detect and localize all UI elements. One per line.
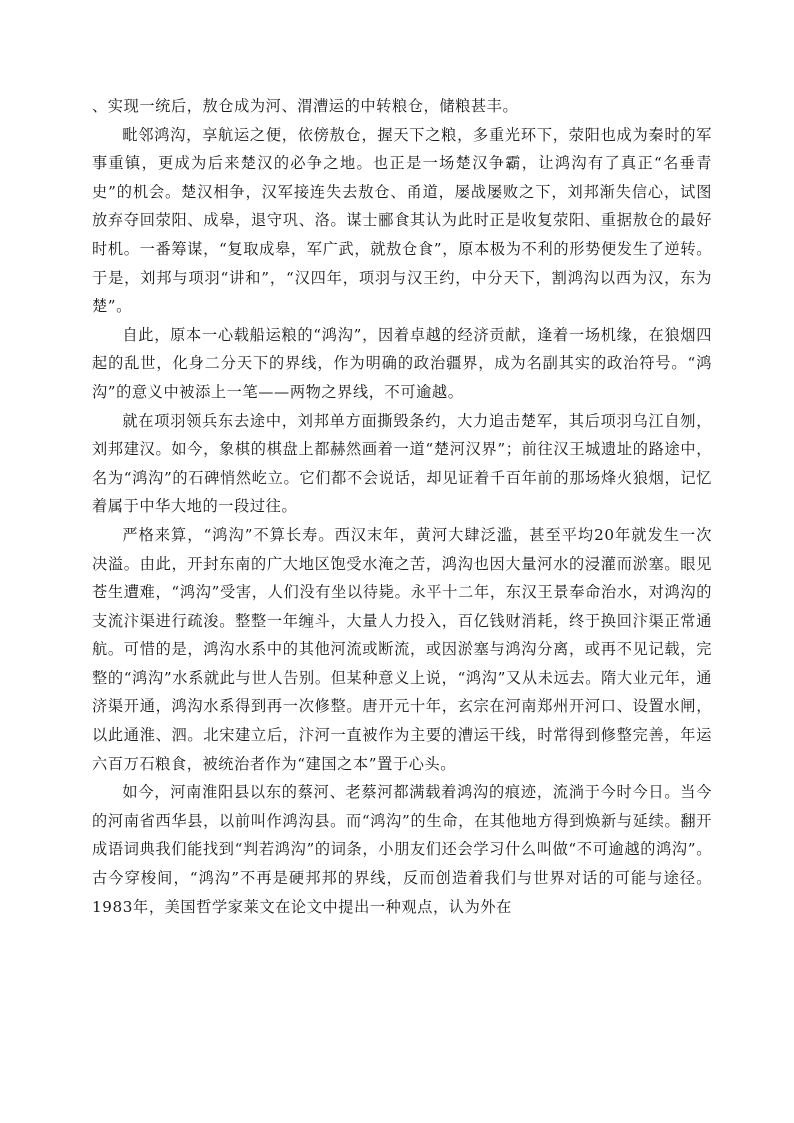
paragraph-5: 严格来算，“鸿沟”不算长寿。西汉末年，黄河大肆泛滥，甚至平均20年就发生一次决溢。由此，开封东南的广大地区饱受水淹之苦，鸿沟也因大量河水的浸灌而淤塞。眼见苍生遭难，“鸿沟”受害，人们没有坐以待毙。永平十二年，东汉王景奉命治水，对鸿沟的支流汴渠进行疏浚。整整一年缠斗，大量人力投入，百亿钱财消耗，终于换回汴渠正常通航。可惜的是，鸿沟水系中的其他河流或断流，或因淤塞与鸿沟分离，或再不见记载，完整的“鸿沟”水系就此与世人告别。但某种意义上说，“鸿沟”又从未远去。隋大业元年，通济渠开通，鸿沟水系得到再一次修整。唐开元十年，玄宗在河南郑州开河口、设置水闸，以此通淮、泗。北宋建立后，汴河一直被作为主要的漕运干线，时常得到修整完善，年运六百万石粮食，被统治者作为“建国之本”置于心头。 [92, 525, 712, 773]
paragraph-2: 毗邻鸿沟，享航运之便，依傍敖仓，握天下之粮，多重光环下，荥阳也成为秦时的军事重镇，更成为后来楚汉的必争之地。也正是一场楚汉争霸，让鸿沟有了真正“名垂青史”的机会。楚汉相争，汉军接连失去敖仓、甬道，屡战屡败之下，刘邦渐失信心，试图放弃夺回荥阳、成皋，退守巩、洛。谋士郦食其认为此时正是收复荥阳、重据敖仓的最好时机。一番筹谋，“复取成皋，军广武，就敖仓食”，原本极为不利的形势便发生了逆转。于是，刘邦与项羽“讲和”，“汉四年，项羽与汉王约，中分天下，割鸿沟以西为汉，东为楚”。 [92, 125, 712, 316]
paragraph-3: 自此，原本一心载船运粮的“鸿沟”，因着卓越的经济贡献，逢着一场机缘，在狼烟四起的乱世，化身二分天下的界线，作为明确的政治疆界，成为名副其实的政治符号。“鸿沟”的意义中被添上一笔——两物之界线，不可逾越。 [92, 325, 712, 401]
paragraph-4: 就在项羽领兵东去途中，刘邦单方面撕毁条约，大力追击楚军，其后项羽乌江自刎，刘邦建汉。如今，象棋的棋盘上都赫然画着一道“楚河汉界”；前往汉王城遗址的路途中，名为“鸿沟”的石碑悄然屹立。它们都不会说话，却见证着千百年前的那场烽火狼烟，记忆着属于中华大地的一段过往。 [92, 411, 712, 516]
document-page [92, 92, 712, 921]
paragraph-1: 、实现一统后，敖仓成为河、渭漕运的中转粮仓，储粮甚丰。 [92, 97, 519, 115]
paragraph-6: 如今，河南淮阳县以东的蔡河、老蔡河都满载着鸿沟的痕迹，流淌于今时今日。当今的河南省西华县，以前叫作鸿沟县。而“鸿沟”的生命，在其他地方得到焕新与延续。翻开成语词典我们能找到“判若鸿沟”的词条，小朋友们还会学习什么叫做“不可逾越的鸿沟”。古今穿梭间，“鸿沟”不再是硬邦邦的界线，反而创造着我们与世界对话的可能与途径。1983年，美国哲学家莱文在论文中提出一种观点，认为外在 [92, 783, 712, 916]
